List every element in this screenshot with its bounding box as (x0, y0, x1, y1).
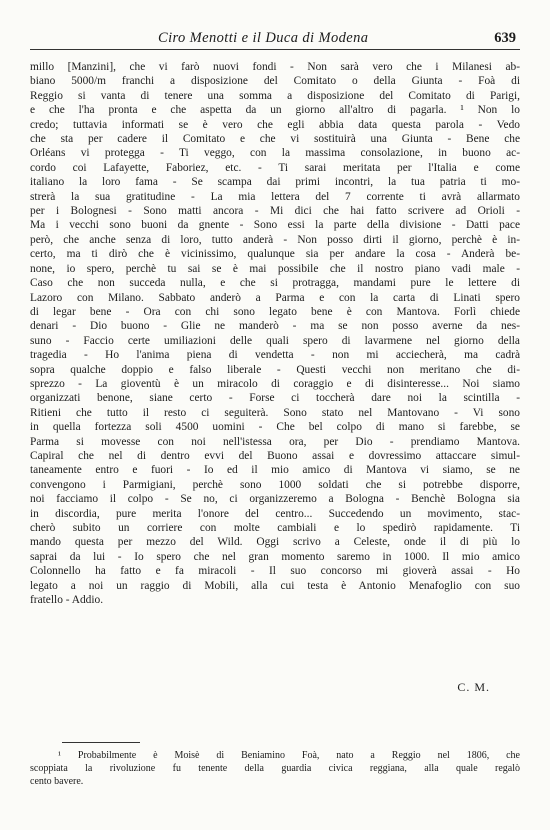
body-line: suno - Faccio certe umiliazioni delle quali spero di lavarmene nel giorno della (30, 334, 520, 347)
footnote-line: scoppiata la rivoluzione fu tenente della guardia civica reggiana, alla quale regalò (30, 762, 520, 774)
body-line: però, che anche senza di loro, tutto anderà - Non posso dirti il giorno, perchè è in- (30, 233, 520, 246)
body-line: Orléans vi protegga - Ti veggo, con la massima consolazione, in buono ac- (30, 147, 520, 160)
body-line: Caso che non succeda nulla, e che si protragga, mandami pure le lettere di (30, 277, 520, 290)
body-line: tragedia - Ho l'anima piena di vendetta - non mi acciecherà, ma cadrà (30, 349, 520, 362)
body-line: Parma si movesse con noi nell'istessa ora, per Dio - prendiamo Mantova. (30, 435, 520, 448)
body-line: biano 5000/m franchi a disposizione del Comitato o della Giunta - Foà di (30, 75, 520, 88)
body-line: Colonnello ha fatto e fa miracoli - Il suo concorso mi gioverà assai - Ho (30, 565, 520, 578)
body-line: sopra qualche doppio e falso liberale - Questi vecchi non meritano che di- (30, 363, 520, 376)
footnote-rule (62, 742, 140, 743)
page-number: 639 (494, 30, 516, 46)
body-line: convengono i Parmigiani, perchè sono 1000 soldati che si potrebbe disporre, (30, 478, 520, 491)
body-line: cherò subito un corriere con molte cambiali e lo spedirò rapidamente. Ti (30, 522, 520, 534)
body-line: Lazoro con Milano. Sabbato anderò a Parma e con la carta di Linati spero (30, 291, 520, 304)
body-line: e che l'ha pronta e che aspetta da un giorno all'altro di pagarla. ¹ Non lo (30, 104, 520, 117)
body-line: fratello - Addio. (30, 594, 104, 607)
body-line: che sta per cadere il Comitato e che vi sostituirà una Giunta - Bene che (30, 133, 520, 146)
header-rule (30, 49, 520, 50)
letter-body (30, 60, 520, 607)
body-line: organizzati benone, siane certo - Forse ci toccherà dare noi la scintilla - (30, 392, 520, 405)
body-line: legato a noi un raggio di Mobili, alla cui testa è Antonio Menafoglio con suo (30, 579, 520, 592)
page-header (30, 26, 520, 50)
body-line: in discordia, pure merita l'onore del centro... Succedendo un movimento, stac- (30, 507, 520, 520)
body-line: strerà la sua gratitudine - La mia lettera del 7 corrente ti avrà allarmato (30, 190, 520, 203)
body-line: certo, ma ti dirò che è vicinissimo, qualunque sia per andare la cosa - Anderà be- (30, 248, 520, 261)
footnote-line: cento bavere. (30, 775, 84, 787)
body-line: Capiral che nel di dentro evvi del Buono assai e dovressimo attaccare simul- (30, 449, 520, 462)
body-line: taneamente entro e fuori - Io ed il mio amico di Mantova vi siamo, se ne (30, 464, 520, 477)
running-title: Ciro Menotti e il Duca di Modena (158, 30, 369, 46)
body-line: Ma i vecchi sono buoni da gnente - Sono essi la parte della divisione - Datti pace (30, 219, 520, 232)
footnote (30, 750, 520, 788)
body-line: sprezzo - La gioventù è un miracolo di coraggio e di disinteresse... Noi siamo (30, 377, 520, 390)
body-line: millo [Manzini], che vi farò nuovi fondi - Non sarà vero che i Milanesi ab- (30, 61, 520, 73)
body-line: in quella fortezza soli 4500 uomini - Che bel colpo di mano si farebbe, se (30, 421, 520, 434)
body-line: none, io spero, perchè tu sai se è mai possibile che il nostro piano vadi male - (30, 262, 520, 275)
body-line: saprai da lui - Io spero che nel gran momento saremo in 1000. Il mio amico (30, 550, 520, 563)
body-line: Reggio si vanta di tenere una somma a disposizione del Comitato di Parigi, (30, 89, 520, 102)
footnote-line: ¹ Probabilmente è Moisè di Beniamino Foà, nato a Reggio nel 1806, che (58, 750, 520, 761)
body-line: noi facciamo il colpo - Se no, ci organizzeremo a Bologna - Benchè Bologna sia (30, 493, 520, 506)
body-line: per i Bolognesi - Sono matti ancora - Mi dici che hai fatto scrivere ad Orioli - (30, 205, 520, 218)
body-line: denari - Dio buono - Glie ne manderò - ma se non posso averne da nes- (30, 320, 520, 333)
body-line: italiano la loro fama - Se scampa dai primi incontri, la tua patria ti mo- (30, 176, 520, 189)
body-line: credo; tuttavia informati se è vero che egli abbia data questa parola - Vedo (30, 118, 520, 131)
body-line: di legar bene - Ora con chi sono legato bene è con Mantova. Forlì chiede (30, 305, 520, 318)
body-line: mando questa per mezzo del Wild. Oggi scrivo a Celeste, onde il di più lo (30, 536, 520, 549)
signature: C. M. (457, 680, 490, 694)
body-line: cordo coi Lafayette, Faboriez, etc. - Ti sarai meritata per l'Italia e come (30, 161, 520, 174)
body-line: Ritieni che tutto il resto ci seguiterà. Sono stato nel Mantovano - Vi sono (30, 406, 520, 419)
